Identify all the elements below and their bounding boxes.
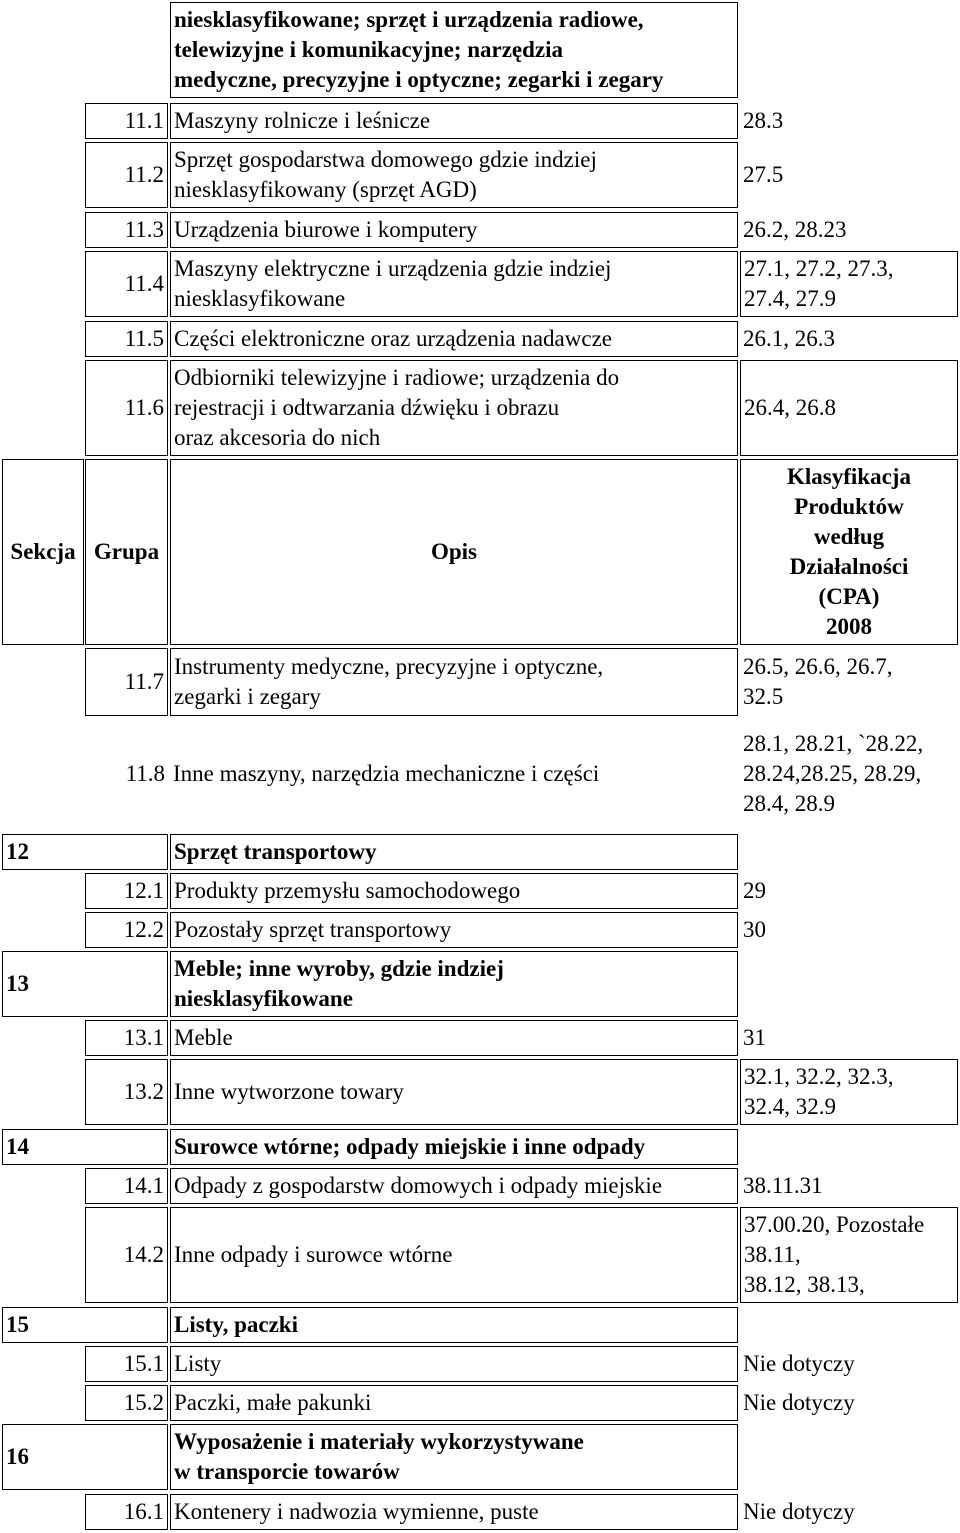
table-cell-cpa: [740, 251, 958, 317]
table-cell-description: [170, 212, 738, 248]
table-cell-description: [170, 321, 738, 357]
cell-line: Inne odpady i surowce wtórne: [174, 1242, 453, 1267]
header-cpa: [740, 459, 958, 645]
cell-line: Pozostały sprzęt transportowy: [174, 917, 452, 942]
cell-line: Urządzenia biurowe i komputery: [174, 217, 478, 242]
table-cell-cpa: [740, 321, 958, 357]
cell-line: Maszyny rolnicze i leśnicze: [174, 108, 431, 133]
cell-line: Odpady z gospodarstw domowych i odpady miejskie: [174, 1173, 663, 1198]
cell-line: 13.2: [123, 1079, 164, 1104]
cell-line: 14: [6, 1134, 29, 1159]
header-group: [85, 459, 168, 645]
cell-line: 13: [6, 971, 29, 996]
cell-line: Kontenery i nadwozia wymienne, puste: [174, 1499, 539, 1524]
table-cell-group: [85, 360, 168, 456]
cell-line: niesklasyfikowane: [174, 986, 353, 1011]
cell-line: Meble: [174, 1025, 233, 1050]
table-cell-description: [170, 1424, 738, 1490]
cell-line: 28.4, 28.9: [743, 791, 835, 816]
table-cell-group: [85, 251, 168, 317]
header-label: Klasyfikacja: [787, 464, 911, 489]
table-cell-cpa: [740, 1020, 958, 1056]
cell-line: oraz akcesoria do nich: [174, 425, 381, 450]
table-cell-cpa: [740, 1059, 958, 1125]
cell-line: niesklasyfikowane: [174, 286, 346, 311]
table-cell-cpa: [740, 912, 958, 948]
table-cell-cpa: [740, 103, 958, 139]
table-cell-description: [170, 2, 738, 98]
table-cell-description: [170, 1307, 738, 1343]
table-cell-description: [170, 720, 738, 828]
cell-line: Instrumenty medyczne, precyzyjne i optyczne,: [174, 654, 604, 679]
cell-line: niesklasyfikowany (sprzęt AGD): [174, 177, 477, 202]
cell-line: 11.3: [124, 217, 164, 242]
table-cell-cpa: [740, 873, 958, 909]
table-cell-cpa: [740, 1385, 958, 1421]
cell-line: Listy, paczki: [174, 1312, 298, 1337]
table-cell-description: [170, 1346, 738, 1382]
table-cell-description: [170, 1020, 738, 1056]
cell-line: 26.1, 26.3: [743, 326, 835, 351]
cell-line: 32.1, 32.2, 32.3,: [744, 1064, 894, 1089]
table-cell-description: [170, 103, 738, 139]
cell-line: 38.11.31: [743, 1173, 823, 1198]
table-cell-group: [85, 103, 168, 139]
table-cell-cpa: [740, 1346, 958, 1382]
cell-line: Maszyny elektryczne i urządzenia gdzie indziej: [174, 256, 612, 281]
cell-line: Nie dotyczy: [743, 1499, 855, 1524]
table-cell-group: [85, 321, 168, 357]
cell-line: 28.24,28.25, 28.29,: [743, 761, 922, 786]
table-cell-description: [170, 1494, 738, 1530]
cell-line: Produkty przemysłu samochodowego: [174, 878, 521, 903]
cell-line: 16: [6, 1444, 29, 1469]
table-cell-description: [170, 1207, 738, 1303]
table-cell-group: [85, 1059, 168, 1125]
cell-line: 28.1, 28.21, `28.22,: [743, 731, 924, 756]
table-cell-cpa: [740, 142, 958, 208]
cell-line: Części elektroniczne oraz urządzenia nadawcze: [174, 326, 612, 351]
cell-line: 38.11,: [744, 1242, 801, 1267]
cell-line: Meble; inne wyroby, gdzie indziej: [174, 956, 504, 981]
cell-line: 11.6: [124, 395, 164, 420]
table-cell-description: [170, 951, 738, 1017]
cell-line: 37.00.20, Pozostałe: [744, 1212, 925, 1237]
cell-line: Nie dotyczy: [743, 1351, 855, 1376]
table-cell-section: [2, 834, 168, 870]
cell-line: 11.2: [124, 162, 164, 187]
cell-line: 14.2: [123, 1242, 164, 1267]
table-cell-section: [2, 1129, 168, 1165]
table-cell-description: [170, 912, 738, 948]
cell-line: 15: [6, 1312, 29, 1337]
cell-line: 14.1: [123, 1173, 164, 1198]
cell-line: 11.8: [125, 761, 165, 786]
table-cell-section: [2, 1307, 168, 1343]
cell-line: 27.4, 27.9: [744, 286, 836, 311]
table-cell-description: [170, 1168, 738, 1204]
table-cell-group: [85, 1494, 168, 1530]
cell-line: Sprzęt transportowy: [174, 839, 377, 864]
table-cell-cpa: [740, 212, 958, 248]
cell-line: 11.7: [124, 669, 164, 694]
table-cell-cpa: [740, 360, 958, 456]
cell-line: 32.5: [743, 684, 784, 709]
cell-line: 11.1: [124, 108, 164, 133]
table-cell-cpa: [740, 1494, 958, 1530]
table-cell-group: [85, 873, 168, 909]
cell-line: w transporcie towarów: [174, 1459, 400, 1484]
table-cell-description: [170, 873, 738, 909]
cell-line: Inne wytworzone towary: [174, 1079, 404, 1104]
table-cell-group: [85, 212, 168, 248]
cell-line: 16.1: [123, 1499, 164, 1524]
cell-line: Sprzęt gospodarstwa domowego gdzie indziej: [174, 147, 597, 172]
cell-line: Inne maszyny, narzędzia mechaniczne i części: [173, 761, 600, 786]
table-cell-cpa: [740, 1168, 958, 1204]
cell-line: 11.5: [124, 326, 164, 351]
cell-line: 27.1, 27.2, 27.3,: [744, 256, 894, 281]
cell-line: telewizyjne i komunikacyjne; narzędzia: [174, 37, 564, 62]
cell-line: 11.4: [124, 271, 164, 296]
cell-line: Paczki, małe pakunki: [174, 1390, 372, 1415]
cell-line: 15.2: [123, 1390, 164, 1415]
header-label: Opis: [430, 539, 478, 564]
cell-line: Odbiorniki telewizyjne i radiowe; urządzenia do: [174, 365, 620, 390]
table-cell-cpa: [740, 720, 958, 828]
cell-line: rejestracji i odtwarzania dźwięku i obrazu: [174, 395, 560, 420]
table-cell-description: [170, 360, 738, 456]
header-label: Działalności: [789, 554, 909, 579]
cell-line: 26.4, 26.8: [744, 395, 836, 420]
cell-line: 29: [743, 878, 766, 903]
table-cell-group: [85, 142, 168, 208]
table-cell-description: [170, 1059, 738, 1125]
cell-line: 26.5, 26.6, 26.7,: [743, 654, 893, 679]
cell-line: Nie dotyczy: [743, 1390, 855, 1415]
header-label: Grupa: [93, 539, 160, 564]
cell-line: 12.1: [123, 878, 164, 903]
table-cell-description: [170, 251, 738, 317]
table-cell-group: [85, 1020, 168, 1056]
table-cell-description: [170, 142, 738, 208]
table-cell-group: [85, 1168, 168, 1204]
cell-line: 26.2, 28.23: [743, 217, 847, 242]
table-cell-cpa: [740, 1207, 958, 1303]
cell-line: 38.12, 38.13,: [744, 1272, 865, 1297]
cell-line: 31: [743, 1025, 766, 1050]
cell-line: 30: [743, 917, 766, 942]
table-cell-group: [85, 1385, 168, 1421]
table-cell-group: [85, 720, 168, 828]
header-label: Produktów: [794, 494, 904, 519]
table-cell-section: [2, 951, 168, 1017]
header-description: [170, 459, 738, 645]
cell-line: 32.4, 32.9: [744, 1094, 836, 1119]
table-cell-description: [170, 648, 738, 716]
cell-line: medyczne, precyzyjne i optyczne; zegarki i zegary: [174, 67, 664, 92]
cell-line: Surowce wtórne; odpady miejskie i inne odpady: [174, 1134, 646, 1159]
header-label: 2008: [826, 614, 872, 639]
cell-line: 12: [6, 839, 29, 864]
table-cell-group: [85, 1346, 168, 1382]
table-cell-description: [170, 1129, 738, 1165]
cell-line: Wyposażenie i materiały wykorzystywane: [174, 1429, 584, 1454]
header-label: (CPA): [818, 584, 880, 609]
header-label: Sekcja: [10, 539, 76, 564]
cell-line: niesklasyfikowane; sprzęt i urządzenia radiowe,: [174, 7, 644, 32]
cell-line: 12.2: [123, 917, 164, 942]
header-label: według: [813, 524, 885, 549]
table-cell-description: [170, 834, 738, 870]
cell-line: 28.3: [743, 108, 784, 133]
cell-line: 15.1: [123, 1351, 164, 1376]
cell-line: zegarki i zegary: [174, 684, 321, 709]
cell-line: 13.1: [123, 1025, 164, 1050]
cell-line: Listy: [174, 1351, 222, 1376]
cell-line: 27.5: [743, 162, 784, 187]
table-cell-cpa: [740, 648, 958, 716]
table-cell-section: [2, 1424, 168, 1490]
header-section: [2, 459, 84, 645]
table-cell-group: [85, 648, 168, 716]
table-cell-group: [85, 912, 168, 948]
table-cell-description: [170, 1385, 738, 1421]
table-cell-group: [85, 1207, 168, 1303]
